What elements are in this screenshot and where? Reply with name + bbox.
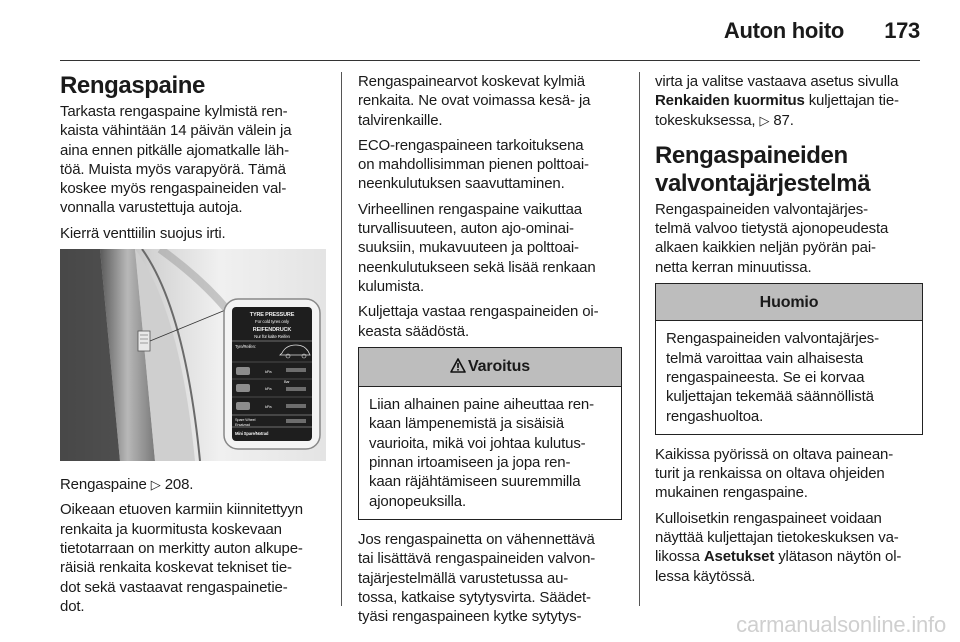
label-spare: Spare Wheel [235, 418, 256, 423]
label-unit: kPa [265, 369, 272, 375]
column-1 [60, 72, 326, 622]
paragraph: Oikeaan etuoven karmiin kiinnitettyyn renkaita ja kuormitusta koskevaan tietotarraan on merkitty auton alkupe- räisiä renkaita koskevat tekniset tie- dot sekä vastaavat rengaspainetie- dot. [60, 501, 303, 615]
paragraph: ECO-rengaspaineen tarkoituksena on mahdollisimman pienen polttoai- neenkulutuksen saavuttaminen. [358, 136, 589, 193]
header-rule [60, 60, 920, 61]
menu-name-asetukset: Asetukset [703, 548, 775, 566]
section-title: Auton hoito [723, 18, 844, 43]
paragraph: Rengaspainearvot koskevat kylmiä renkaita. Ne ovat voimassa kesä- ja talvirenkaille. [358, 73, 591, 129]
label-bar: Bar [284, 380, 290, 385]
column-divider [639, 72, 640, 606]
paragraph: Virheellinen rengaspaine vaikuttaa turvallisuuteen, auton ajo-ominai- suuksiin, mukavuuteen ja polttoai- neenkulutukseen sekä lisää renkaan kulumista. [358, 200, 596, 295]
watermark: carmanualsonline.info [736, 612, 946, 637]
page-ref-icon: ▷ [150, 477, 161, 493]
text-run: virta ja valitse vastaava asetus sivulla [655, 73, 899, 90]
page-header [0, 0, 960, 60]
label-row-head: Tyre/Reifen: [235, 344, 256, 350]
label-line4: Nur für kalte Reifen [254, 334, 290, 340]
reference-text: Rengaspaine [60, 476, 147, 494]
note-box [655, 283, 923, 435]
paragraph: Rengaspaineiden valvontajärjes- telmä valvoo tietystä ajonopeudesta alkaen kaikkien neljän pyörän pai- netta kerran minuutissa. [655, 200, 889, 276]
door-frame-illustration [60, 249, 326, 461]
label-line2: For cold tyres only [255, 319, 289, 325]
tyre-pressure-label-photo [60, 249, 326, 461]
paragraph [655, 72, 923, 130]
paragraph: Kuljettaja vastaa rengaspaineiden oi- keasta säädöstä. [358, 303, 599, 340]
menu-name-renkaiden-kuormitus: Renkaiden kuormitus [655, 92, 805, 110]
label-line1: TYRE PRESSURE [249, 312, 295, 319]
paragraph: Kierrä venttiilin suojus irti. [60, 224, 226, 242]
paragraph: Kaikissa pyörissä on oltava painean- turit ja renkaissa on oltava ohjeiden mukainen rengaspaine. [655, 445, 894, 502]
label-line3: REIFENDRUCK [252, 327, 292, 334]
text-run: kuljettajan tie- tokeskuksessa, [655, 92, 899, 129]
note-body: Rengaspaineiden valvontajärjes- telmä varoittaa vain alhaisesta rengaspaineesta. Se ei korvaa kuljettajan tekemää säännöllistä rengashuoltoa. [666, 330, 879, 425]
warning-title: Varoitus [468, 357, 530, 375]
note-title: Huomio [656, 284, 922, 321]
label-unit: kPa [265, 386, 272, 392]
paragraph: Tarkasta rengaspaine kylmistä ren- kaista vähintään 14 päivän välein ja aina ennen pitkälle ajomatkalle läh- töä. Muista myös varapyörä. Tämä koskee myös rengaspaineiden val- vonnalla varustettuja autoja. [60, 103, 292, 217]
warning-box [358, 347, 622, 520]
paragraph: Jos rengaspainetta on vähennettävä tai lisättävä rengaspaineiden valvon- tajärjestelmällä varustetussa au- tossa, katkaise sytytysvirta. Säädet- tyäsi rengaspaineen kytke sytytys- [358, 530, 596, 626]
column-2 [358, 72, 622, 632]
column-3 [655, 72, 923, 592]
text-run: Kulloisetkin rengaspaineet voidaan näyttää kuljettajan tietokeskuksen va- likossa [655, 509, 899, 566]
label-spare2: Ersatzrad [235, 423, 250, 428]
label-unit: kPa [265, 404, 272, 410]
reference-page[interactable]: 208. [164, 476, 194, 494]
text-run: ylätason näytön ol- lessa käytössä. [655, 548, 902, 585]
column-divider [341, 72, 342, 606]
warning-title-bar [359, 348, 621, 387]
page-ref-icon: ▷ [759, 112, 770, 128]
reference-line [60, 475, 326, 494]
reference-page[interactable]: 87. [773, 111, 794, 129]
warning-triangle-icon [450, 358, 466, 378]
heading-valvontajarjestelma: Rengaspaineiden valvontajärjestelmä [655, 141, 871, 197]
heading-rengaspaine: Rengaspaine [60, 72, 205, 99]
label-mini: Mini Spare/Notrad [235, 431, 269, 437]
page-number: 173 [884, 18, 920, 43]
paragraph [655, 509, 923, 586]
warning-body: Liian alhainen paine aiheuttaa ren- kaan lämpenemistä ja sisäisiä vaurioita, mikä voi johtaa kulutus- pinnan irtoamiseen ja jopa ren- kaan räjähtämiseen suuremmilla ajonopeuksilla. [369, 396, 594, 510]
